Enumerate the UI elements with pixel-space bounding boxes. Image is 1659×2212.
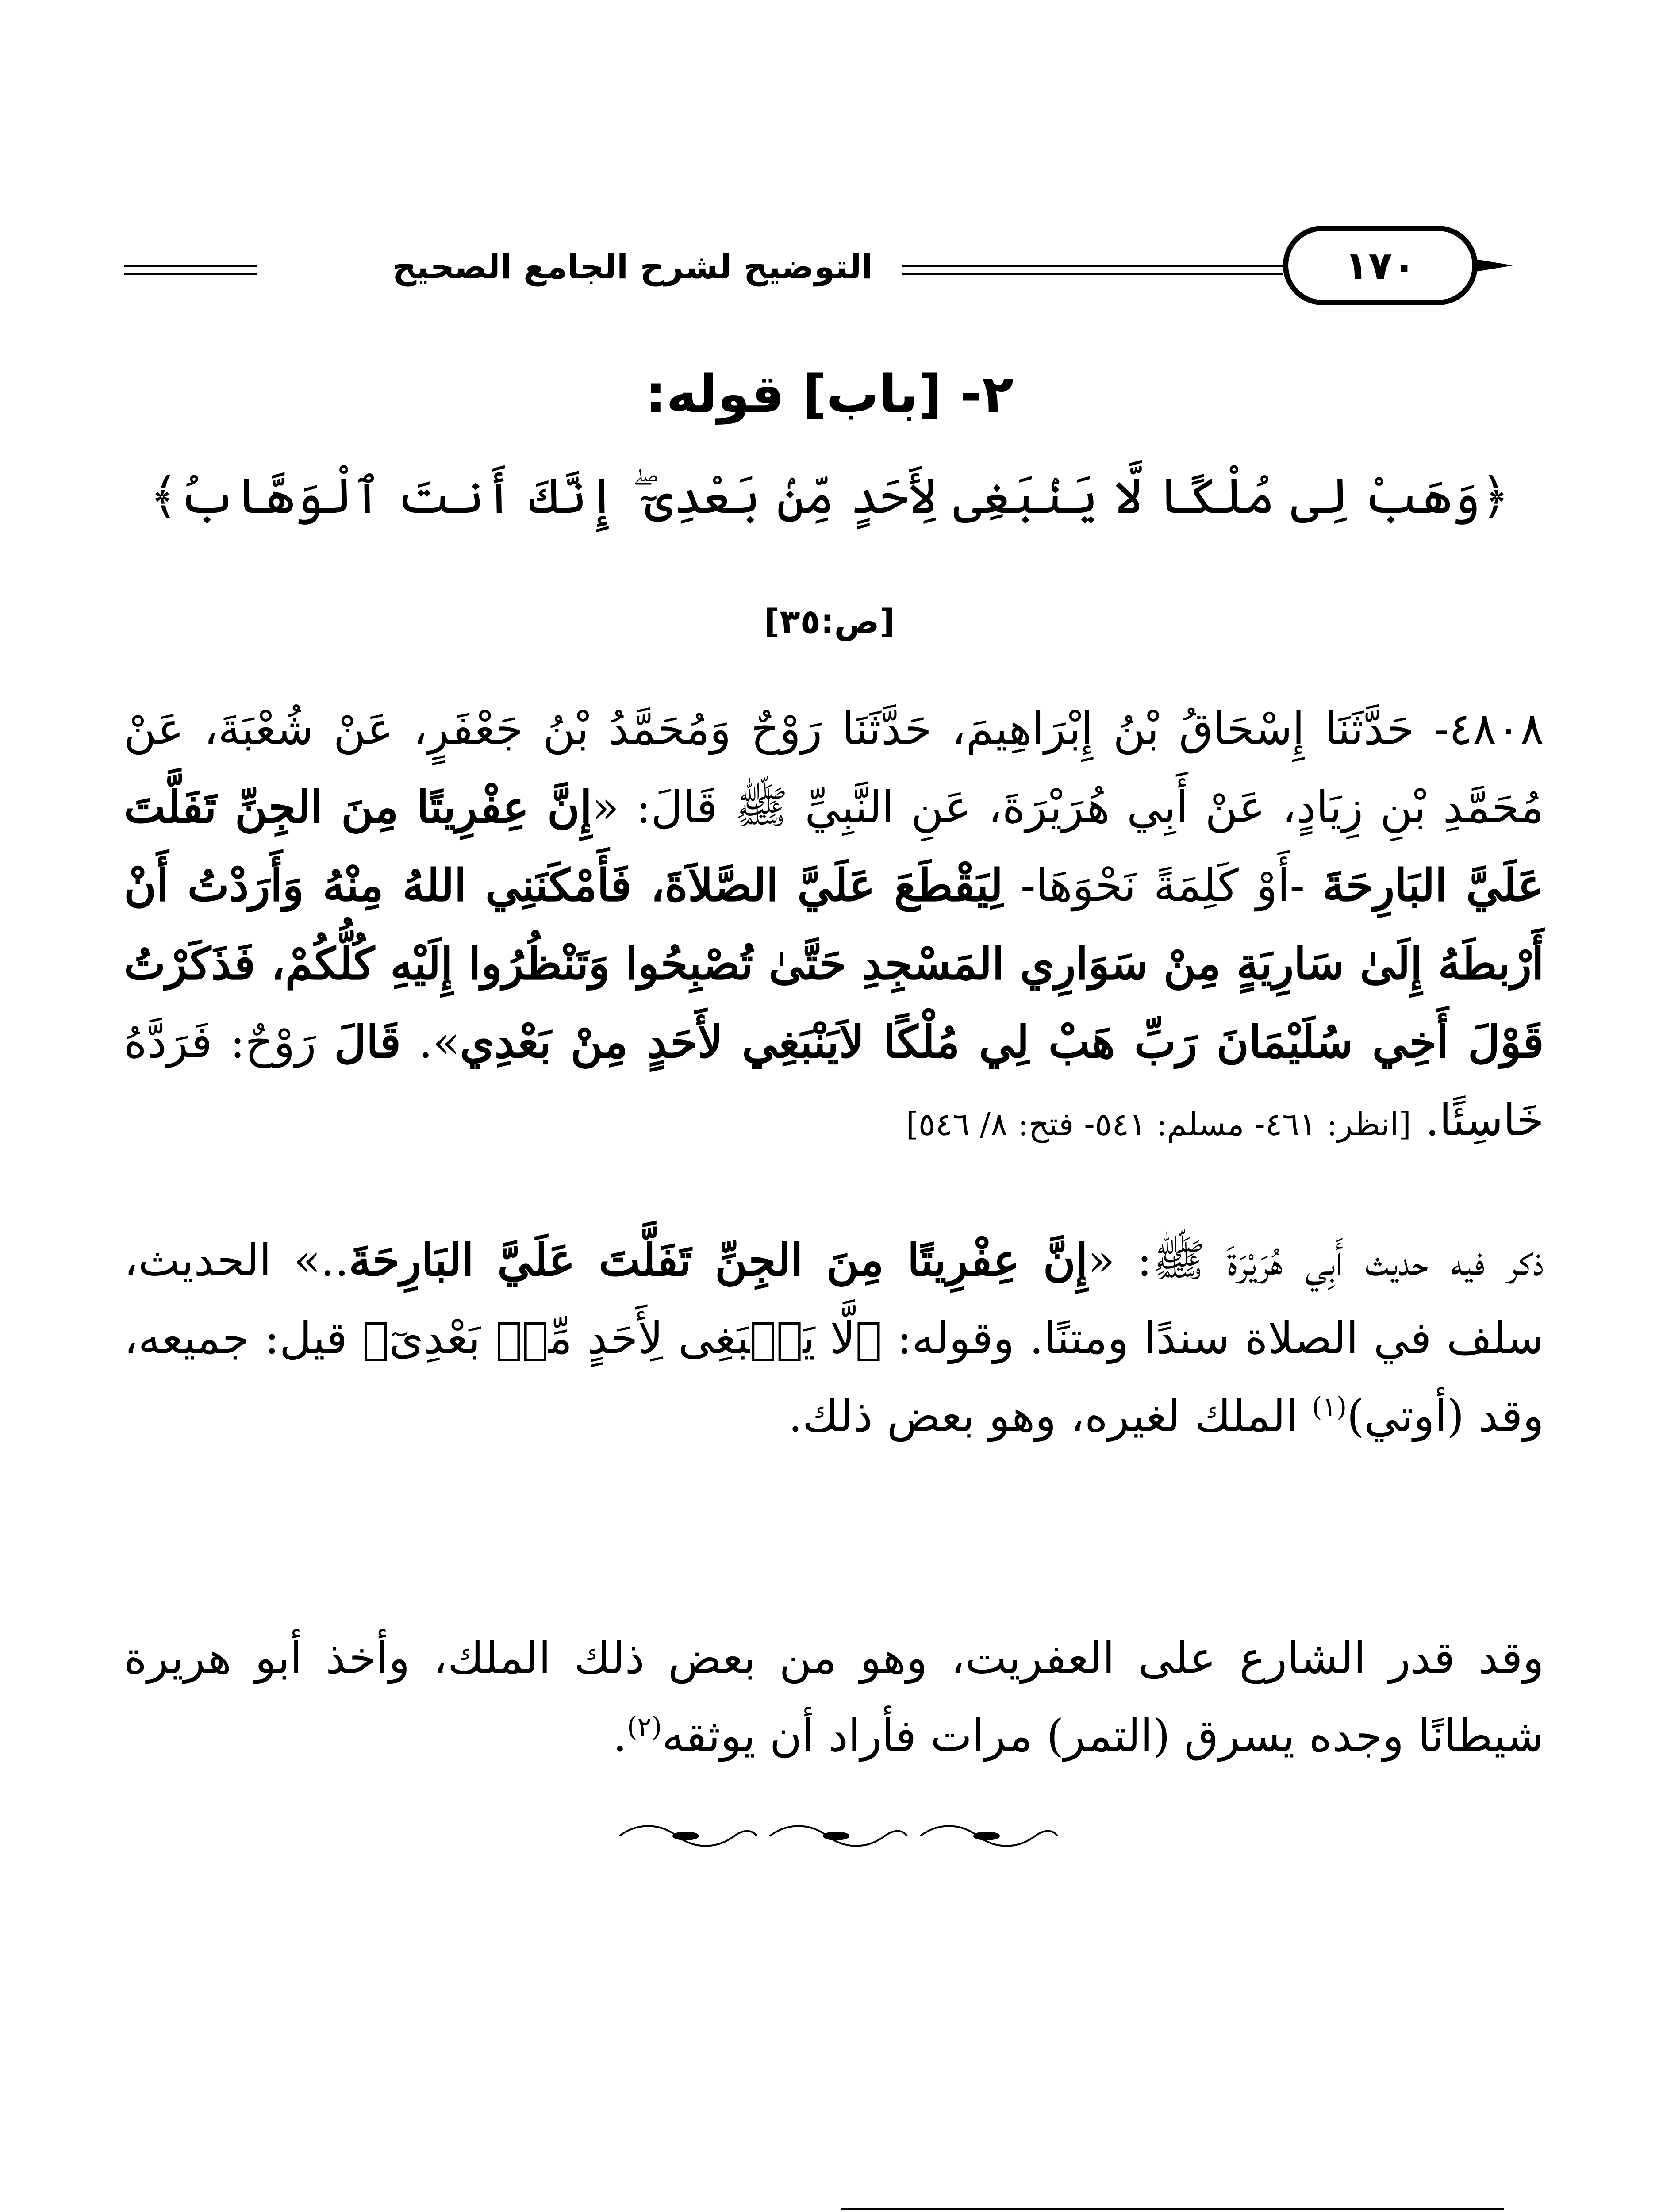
commentary-paragraph-1 xyxy=(124,1221,1544,1455)
hadith-qala: قَالَ xyxy=(334,1016,401,1068)
footnote-ref-1: (١) xyxy=(1312,1391,1347,1423)
commentary1-ending: الملك لغيره، وهو بعض ذلك. xyxy=(788,1390,1312,1442)
hadith-aside: -أَوْ كَلِمَةً نَحْوَهَا- xyxy=(1003,860,1322,911)
footnote-ref-2: (٢) xyxy=(627,1711,662,1743)
hadith-chain: ٤٨٠٨- حَدَّثَنَا إِسْحَاقُ بْنُ إِبْرَاهِيمَ، حَدَّثَنَا رَوْحٌ وَمُحَمَّدُ بْنُ جَعْفَرٍ، عَنْ شُعْبَةَ، عَنْ مُحَمَّدِ بْنِ زِيَادٍ، عَنْ أَبِي هُرَيْرَةَ، عَنِ النَّبِيِّ ﷺ قَالَ: « xyxy=(124,703,1544,833)
commentary1-body: ..» الحديث، سلف في الصلاة سندًا ومتنًا. وقوله: ﴿لَّا يَنۢبَغِى لِأَحَدٍ مِّنۢ بَعْدِىٓ﴾ قيل: جميعه، وقد (أوتي) xyxy=(124,1234,1544,1442)
hadith-close-quote: ». xyxy=(401,1016,460,1068)
page-number-badge xyxy=(1283,226,1478,305)
chapter-title: ٢- [باب] قوله: xyxy=(645,363,1014,424)
commentary2-body: وقد قدر الشارع على العفريت، وهو من بعض ذلك الملك، وأخذ أبو هريرة شيطانًا وجده يسرق (التمر) مرات فأراد أن يوثقه xyxy=(124,1632,1544,1762)
hadith-text-bold-1: إِنَّ عِفْرِيتًا مِنَ الجِنِّ تَفَلَّتَ عَلَيَّ البَارِحَةَ xyxy=(124,781,1544,911)
commentary1-intro: ذكر فيه حديث أَبِي هُرَيْرَةَ ﷺ: « xyxy=(1087,1234,1544,1286)
hadith-text-bold-2: لِيَقْطَعَ عَلَيَّ الصَّلاَةَ، فَأَمْكَنَنِي اللهُ مِنْهُ وَأَرَدْتُ أَنْ أَرْبطَهُ إِلَىٰ سَارِيَةٍ مِنْ سَوَارِي المَسْجِدِ حَتَّىٰ تُصْبِحُوا وَتَنْظُرُوا إِلَيْهِ كُلُّكُمْ، فَذَكَرْتُ قَوْلَ أَخِي سُلَيْمَانَ رَبِّ هَبْ لِي مُلْكًا لاَيَنْبَغِي لأَحَدٍ مِنْ بَعْدِي xyxy=(124,859,1544,1068)
commentary-paragraph-2 xyxy=(124,1619,1544,1775)
header-rule-left-thin xyxy=(124,273,257,275)
commentary1-quote-bold: إِنَّ عِفْرِيتًا مِنَ الجِنِّ تَفَلَّتَ عَلَيَّ البَارِحَةَ xyxy=(349,1234,1088,1286)
section-divider-ornament xyxy=(611,1818,1062,1854)
header-title: التوضيح لشرح الجامع الصحيح xyxy=(392,247,873,286)
verse-reference: [ص:٣٥] xyxy=(764,602,895,641)
header-rule-left xyxy=(124,265,257,267)
badge-arrow-ornament xyxy=(1473,250,1513,281)
hadith-ending: رَوْحٌ: فَرَدَّهُ خَاسِئًا. xyxy=(124,1016,1544,1146)
running-header xyxy=(124,208,1495,323)
hadith-paragraph xyxy=(124,690,1544,1163)
footnote-separator xyxy=(841,2208,1504,2210)
quran-verse: ﴿وَهَبْ لِى مُلْكًا لَّا يَنۢبَغِى لِأَحَدٍ مِّنۢ بَعْدِىٓ ۖ إِنَّكَ أَنتَ ٱلْوَهَّابُ﴾ xyxy=(149,468,1510,525)
commentary2-ending: . xyxy=(613,1710,627,1762)
header-rule-middle xyxy=(902,265,1283,267)
hadith-sources: [انظر: ٤٦١- مسلم: ٥٤١- فتح: ٨/ ٥٤٦] xyxy=(906,1106,1411,1143)
page-number: ١٧٠ xyxy=(1344,242,1416,288)
header-rule-middle-thin xyxy=(902,273,1283,275)
